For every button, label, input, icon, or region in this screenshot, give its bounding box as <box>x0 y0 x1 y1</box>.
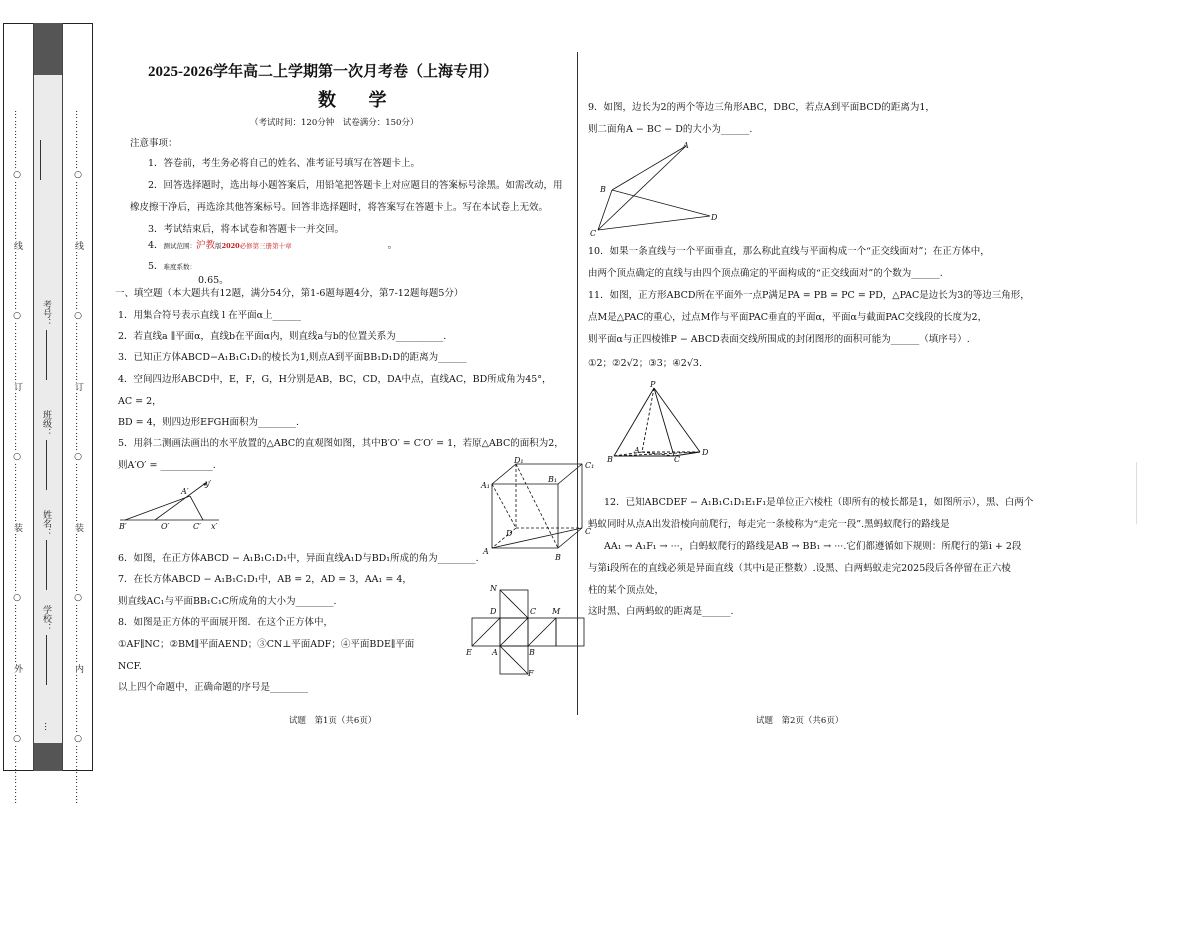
section-fill-blank: 一、填空题（本大题共有12题，满分54分，第1-6题每题4分，第7-12题每题5分） <box>115 288 464 299</box>
cube-label-b1: B₁ <box>548 475 558 484</box>
cube-label-b: B <box>555 553 561 562</box>
question-12-cont-3: 与第i段所在的直线必须是异面直线（其中i是正整数）.设黑、白两蚂蚁走完2025段后各停留在正六棱 <box>588 563 1011 574</box>
question-8-ans: 以上四个命题中，正确命题的序号是________ <box>118 682 309 693</box>
school-field <box>46 635 47 685</box>
question-12: 12．已知ABCDEF − A₁B₁C₁D₁E₁F₁是单位正六棱柱（即所有的棱长都是1，如图所示），黑、白两个 <box>604 497 1034 508</box>
question-8: 8．如图是正方体的平面展开图．在这个正方体中， <box>118 617 334 628</box>
question-9: 9．如图，边长为2的两个等边三角形ABC，DBC，若点A到平面BCD的距离为1， <box>588 102 935 113</box>
cube-label-c1: C₁ <box>585 461 595 470</box>
question-12-cont-1: 蚂蚁同时从点A出发沿棱向前爬行，每走完一条棱称为“走完一段”.黑蚂蚁爬行的路线是 <box>588 519 950 530</box>
q9-label-a: A <box>683 141 689 150</box>
class-field <box>46 440 47 490</box>
question-10-ans: 由两个顶点确定的直线与由四个顶点确定的平面构成的“正交线面对”的个数为______. <box>588 268 943 279</box>
question-7-ans: 则直线AC₁与平面BB₁C₁C所成角的大小为________. <box>118 596 337 607</box>
question-4-ac: AC = 2， <box>118 396 162 407</box>
binding-strip-top-block <box>33 23 62 75</box>
question-11: 11．如图，正方形ABCD所在平面外一点P满足PA = PB = PC = PD，△PAC是边长为3的等边三角形， <box>588 290 1030 301</box>
q9-label-c: C <box>590 229 597 238</box>
exam-title: 2025-2026学年高二上学期第一次月考卷（上海专用） <box>148 64 498 80</box>
question-10: 10．如果一条直线与一个平面垂直，那么称此直线与平面构成一个“正交线面对”；在正方体中， <box>588 246 990 257</box>
question-6: 6．如图，在正方体ABCD − A₁B₁C₁D₁中，异面直线A₁D与BD₁所成的角为________. <box>118 553 479 564</box>
net-label-b: B <box>529 648 535 657</box>
q9-label-d: D <box>711 213 718 222</box>
binding-line-outer <box>33 23 34 771</box>
question-2: 2．若直线a ∥平面α，直线b在平面α内，则直线a与b的位置关系为__________. <box>118 331 447 342</box>
q5-label-y: y′ <box>205 479 212 488</box>
name-field <box>46 540 47 590</box>
footer-page-2: 试题 第2页（共6页） <box>756 716 844 726</box>
net-label-n: N <box>490 584 497 593</box>
net-label-e: E <box>466 648 472 657</box>
note-2-cont: 橡皮擦干净后，再选涂其他答案标号。回答非选择题时，将答案写在答题卡上。写在本试卷上无效。 <box>130 202 549 213</box>
q6-cube-figure <box>478 456 598 566</box>
question-12-cont-2: AA₁ → A₁F₁ → ···，白蚂蚁爬行的路线是AB → BB₁ → ···.它们都遵循如下规则：所爬行的第i + 2段 <box>604 541 1022 552</box>
note-2: 2．回答选择题时，选出每小题答案后，用铅笔把答题卡上对应题目的答案标号涂黑。如需改动，用 <box>148 180 563 191</box>
class-label: 班级： <box>41 410 51 437</box>
question-3: 3．已知正方体ABCD−A₁B₁C₁D₁的棱长为1,则点A到平面BB₁D₁D的距离为______ <box>118 352 467 363</box>
note-4-tail: 。 <box>387 240 398 251</box>
binding-strip-bottom-block <box>33 743 62 771</box>
binding-line-inner <box>62 23 63 771</box>
q11-label-b: B <box>607 455 613 462</box>
note-4-label: 测试范围： <box>163 242 197 250</box>
q8-cube-net-figure <box>462 582 586 680</box>
cube-label-d: D <box>506 529 513 538</box>
q5-label-c: C′ <box>193 522 201 530</box>
net-label-f: F <box>528 669 534 678</box>
note-4-ban: 版 <box>215 242 222 250</box>
question-1: 1．用集合符号表示直线 l 在平面α上______ <box>118 310 302 321</box>
question-12-ans: 这时黑、白两蚂蚁的距离是______. <box>588 606 734 617</box>
question-8-options-cont: NCF. <box>118 661 142 672</box>
net-label-a: A <box>492 648 498 657</box>
outer-seal-dotted-line: ………………○………………线………………○………………订………………○………………装………………○………………外………………○……………… <box>12 110 22 805</box>
net-label-m: M <box>552 607 561 616</box>
exam-info: （考试时间：120分钟 试卷满分：150分） <box>250 118 419 128</box>
blank-field-top <box>40 140 41 180</box>
note-1: 1．答卷前，考生务必将自己的姓名、准考证号填写在答题卡上。 <box>148 158 421 169</box>
cube-label-d1: D₁ <box>514 456 524 465</box>
q5-oblique-figure <box>115 478 225 530</box>
question-5-ans: 则A′O′ = ___________. <box>118 460 216 471</box>
cube-label-a1: A₁ <box>481 481 490 490</box>
question-11-options: ①2；②2√2；③3；④2√3. <box>588 358 702 369</box>
note-4-num: 4． <box>148 240 164 251</box>
footer-page-1: 试题 第1页（共6页） <box>289 716 377 726</box>
note-3: 3．考试结束后，将本试卷和答题卡一并交回。 <box>148 224 345 235</box>
question-7: 7．在长方体ABCD − A₁B₁C₁D₁中，AB = 2，AD = 3，AA₁ = 4， <box>118 574 412 585</box>
note-4-chapter: 必修第三册第十章 <box>239 242 292 250</box>
q11-label-p: P <box>650 380 656 389</box>
question-4-bd: BD = 4，则四边形EFGH面积为________. <box>118 417 300 428</box>
subject-title: 数 学 <box>318 90 401 110</box>
q5-label-o: O′ <box>161 522 170 530</box>
q5-label-a: A′ <box>181 487 189 496</box>
cube-label-c: C <box>585 527 592 536</box>
note-4 <box>148 239 397 253</box>
note-4-year: 2020 <box>221 242 240 250</box>
question-4: 4．空间四边形ABCD中，E，F，G，H分别是AB，BC，CD，DA中点，直线AC，BD所成角为45°， <box>118 374 552 385</box>
name-label: 姓名： <box>41 510 51 537</box>
note-5-label: 难度系数： <box>163 263 197 271</box>
note-5-num: 5． <box>148 261 164 272</box>
q11-pyramid-figure <box>606 380 712 462</box>
net-label-d: D <box>490 607 497 616</box>
band-dots: … <box>42 722 52 731</box>
note-5 <box>148 260 229 287</box>
q9-label-b: B <box>600 185 606 194</box>
note-5-tail: 。 <box>219 275 229 286</box>
question-9-ans: 则二面角A − BC − D的大小为______. <box>588 124 753 135</box>
q11-label-c: C <box>674 455 681 462</box>
q5-label-b: B′ <box>119 522 127 530</box>
note-5-value: 0.65 <box>198 275 220 286</box>
question-11-ans: 则平面α与正四棱锥P − ABCD表面交线所围成的封闭图形的面积可能为______（填序号）. <box>588 334 970 345</box>
student-id-field <box>46 330 47 380</box>
q5-label-x: x′ <box>211 522 218 530</box>
note-4-publisher: 沪教 <box>196 240 216 251</box>
school-label: 学校： <box>41 605 51 632</box>
right-edge-mark <box>1136 462 1138 524</box>
student-id-label: 考号： <box>41 300 51 327</box>
question-5: 5．用斜二测画法画出的水平放置的△ABC的直观图如图，其中B′O′ = C′O′ = 1，若原△ABC的面积为2， <box>118 438 564 449</box>
page-divider <box>577 52 578 715</box>
question-8-options: ①AF∥NC；②BM∥平面AEND；③CN⊥平面ADF；④平面BDE∥平面 <box>118 639 415 650</box>
net-label-c: C <box>530 607 537 616</box>
q9-triangles-figure <box>590 138 720 238</box>
q11-label-d: D <box>702 448 709 457</box>
binding-strip-info-band <box>33 23 62 771</box>
notes-heading: 注意事项： <box>130 138 178 149</box>
q11-label-a: A <box>634 446 640 455</box>
question-12-cont-4: 柱的某个顶点处， <box>588 585 665 596</box>
inner-seal-dotted-line: ………………○………………线………………○………………订………………○………………装………………○………………内………………○……………… <box>73 110 83 805</box>
cube-label-a: A <box>483 547 489 556</box>
question-11-cont: 点M是△PAC的重心，过点M作与平面PAC垂直的平面α，平面α与截面PAC交线段的长度为2， <box>588 312 988 323</box>
